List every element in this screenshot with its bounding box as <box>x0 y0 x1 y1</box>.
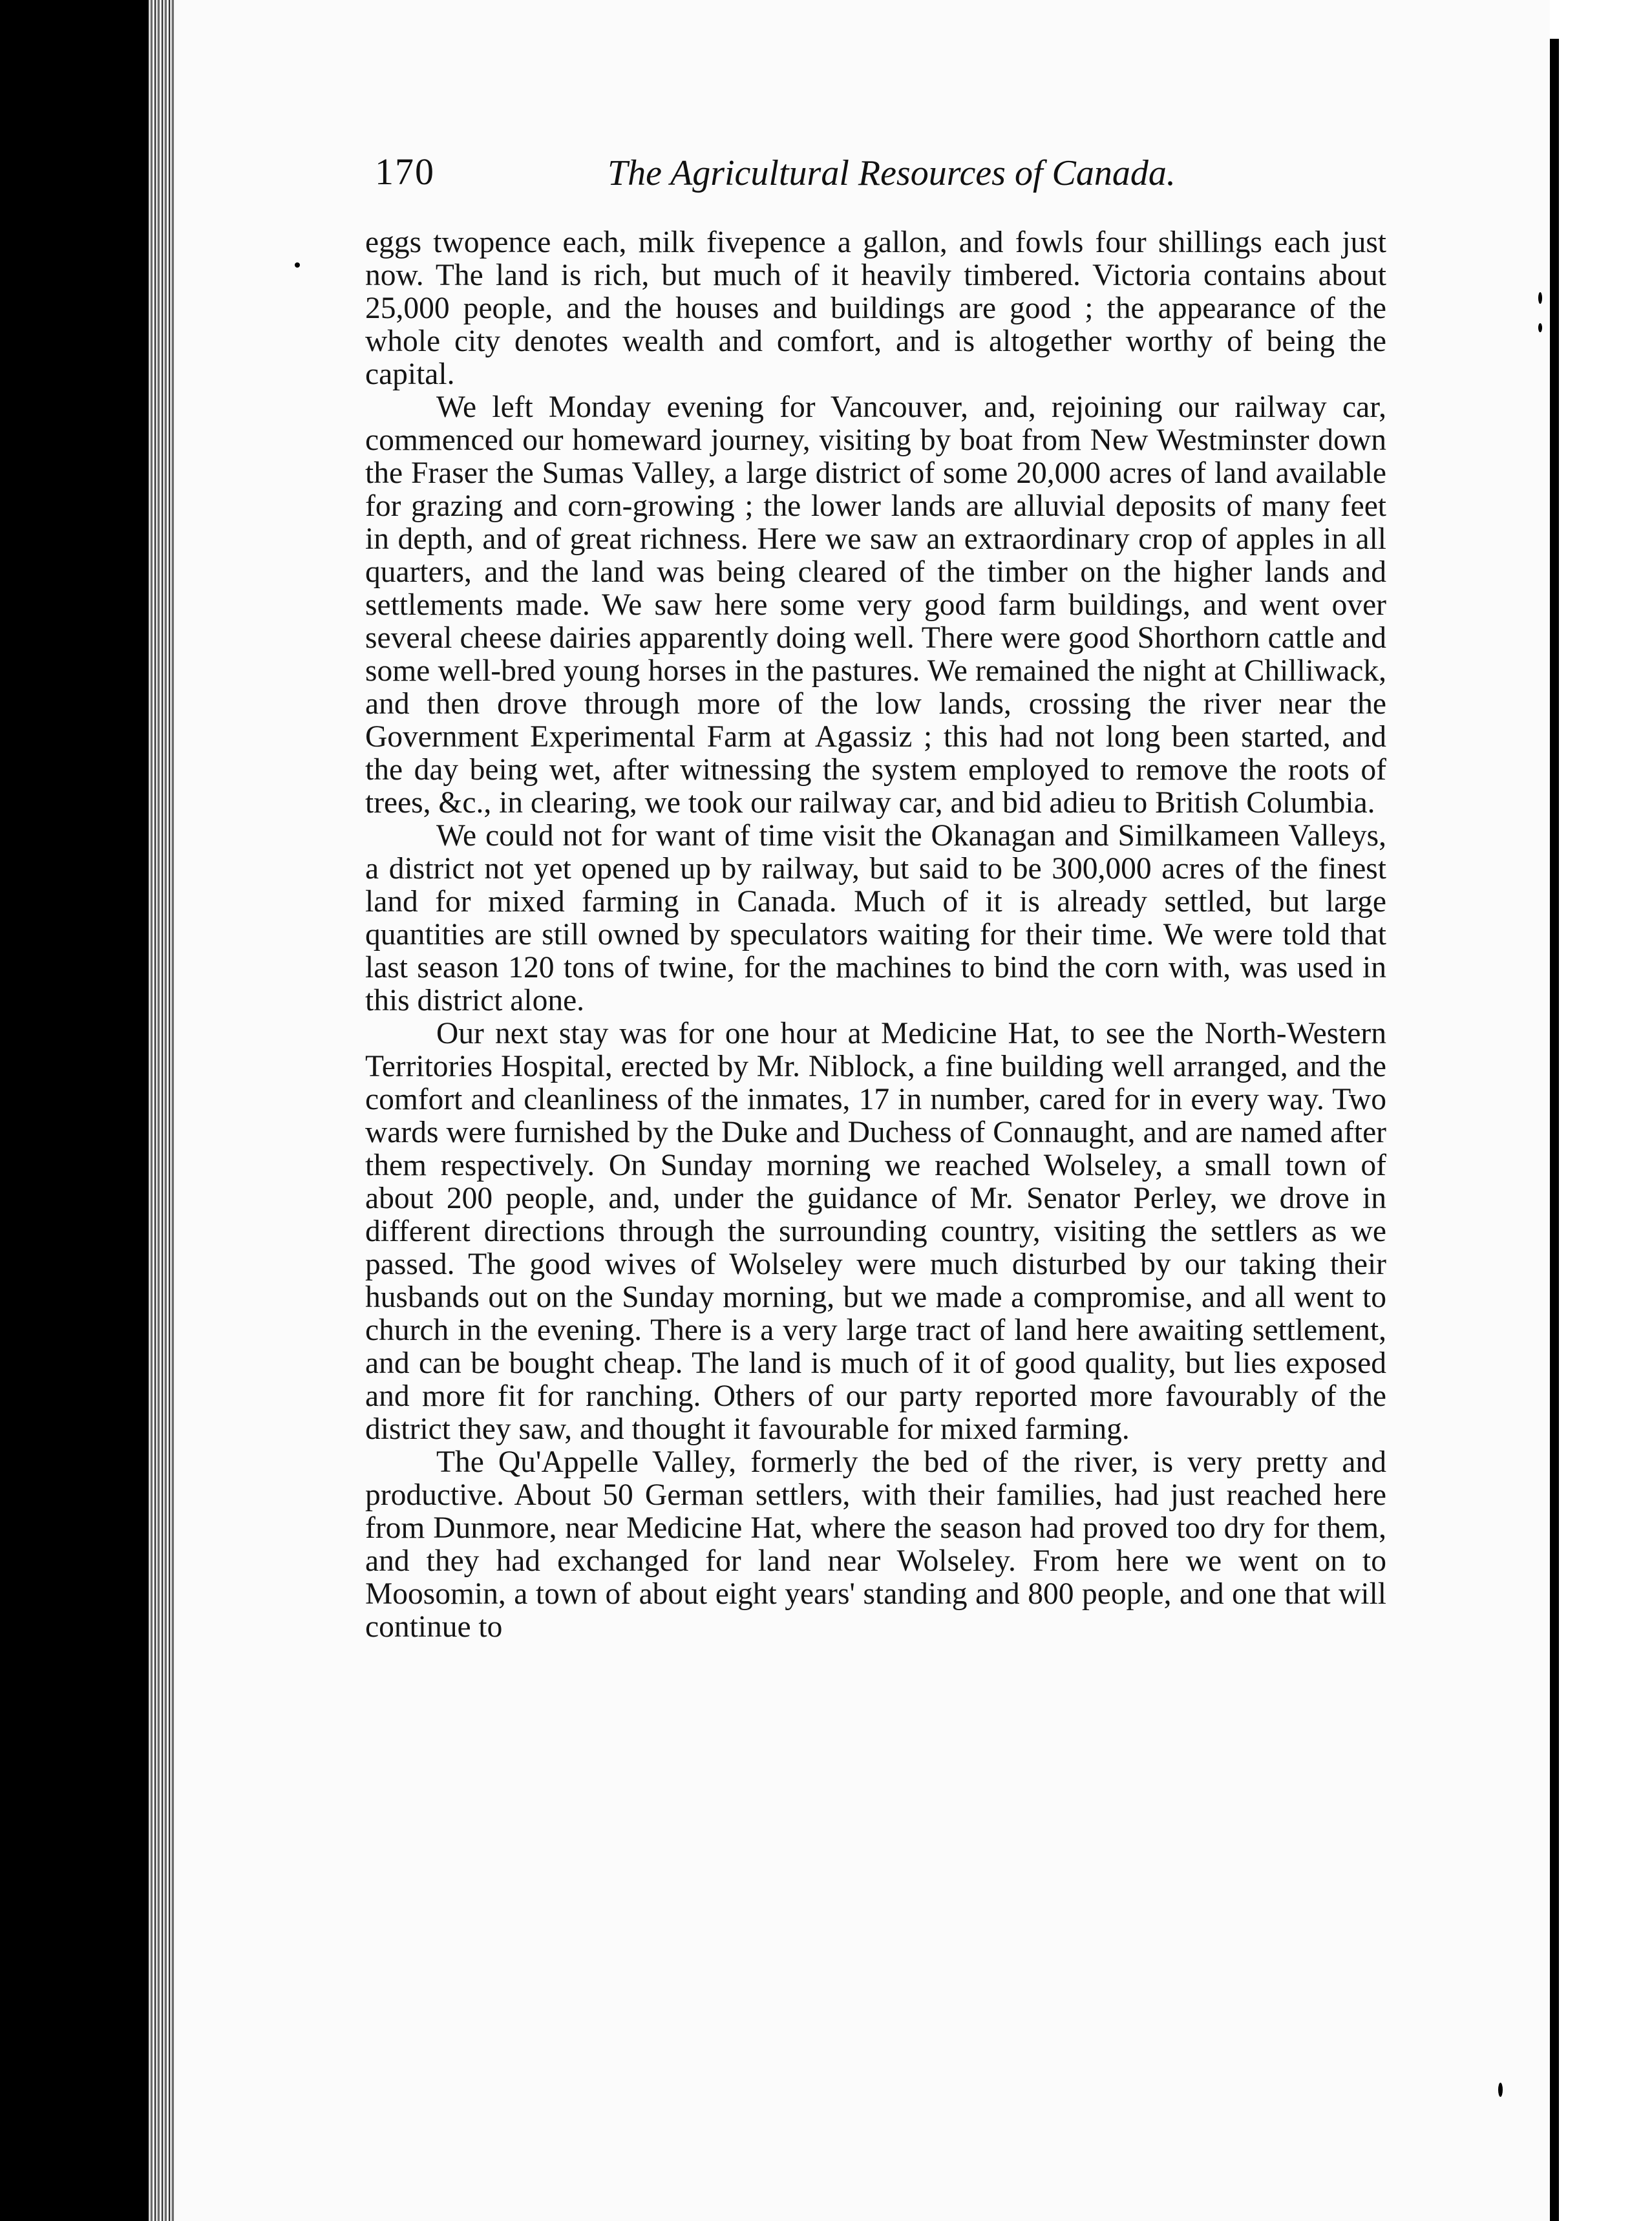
scan-left-border <box>0 0 149 2221</box>
running-title: The Agricultural Resources of Canada. <box>608 153 1176 193</box>
paragraph-2: We left Monday evening for Vancouver, and, rejoining our railway car, commenced our homeward journey, visiting by boat from New Westminster down the Fraser the Sumas Valley, a large district of some 20,000 acres of land available for grazing and corn-growing ; the lower lands are alluvial deposits of many feet in depth, and of great richness. Here we saw an extraordinary crop of apples in all quarters, and the land was being cleared of the timber on the higher lands and settlements made. We saw here some very good farm buildings, and went over several cheese dairies apparently doing well. There were good Shorthorn cattle and some well-bred young horses in the pastures. We remained the night at Chilliwack, and then drove through more of the low lands, crossing the river near the Government Experimental Farm at Agassiz ; this had not long been started, and the day being wet, after witnessing the system employed to remove the roots of trees, &c., in clearing, we took our railway car, and bid adieu to British Columbia. <box>365 390 1386 820</box>
book-page-edges <box>149 0 175 2221</box>
scan-speck <box>1498 2083 1503 2097</box>
scan-right-margin <box>1550 0 1652 2221</box>
page-number: 170 <box>375 151 435 193</box>
facing-page-edge <box>1550 39 1559 2221</box>
paragraph-5: The Qu'Appelle Valley, formerly the bed of the river, is very pretty and productive. About 50 German settlers, with their families, had just reached here from Dunmore, near Medicine Hat, where the season had proved too dry for them, and they had exchanged for land near Wolseley. From here we went on to Moosomin, a town of about eight years' standing and 800 people, and one that will continue to <box>365 1445 1386 1644</box>
body-text <box>365 226 1386 1644</box>
paragraph-4: Our next stay was for one hour at Medicine Hat, to see the North-Western Territories Hospital, erected by Mr. Niblock, a fine building well arranged, and the comfort and cleanliness of the inmates, 17 in number, cared for in every way. Two wards were furnished by the Duke and Duchess of Connaught, and are named after them respectively. On Sunday morning we reached Wolseley, a small town of about 200 people, and, under the guidance of Mr. Senator Perley, we drove in different directions through the surrounding country, visiting the settlers as we passed. The good wives of Wolseley were much disturbed by our taking their husbands out on the Sunday morning, but we made a compromise, and all went to church in the evening. There is a very large tract of land here awaiting settlement, and can be bought cheap. The land is much of it of good quality, but lies exposed and more fit for ranching. Others of our party reported more favourably of the district they saw, and thought it favourable for mixed farming. <box>365 1017 1386 1446</box>
scan-speck <box>295 262 300 268</box>
scan-speck <box>1538 292 1542 304</box>
scan-speck <box>1538 323 1542 332</box>
paragraph-3: We could not for want of time visit the Okanagan and Similkameen Valleys, a district not yet opened up by railway, but said to be 300,000 acres of the finest land for mixed farming in Canada. Much of it is already settled, but large quantities are still owned by speculators waiting for their time. We were told that last season 120 tons of twine, for the machines to bind the corn with, was used in this district alone. <box>365 819 1386 1017</box>
running-head <box>375 150 1396 208</box>
paragraph-1: eggs twopence each, milk fivepence a gallon, and fowls four shillings each just now. The land is rich, but much of it heavily timbered. Victoria contains about 25,000 people, and the houses and buildings are good ; the appearance of the whole city denotes wealth and comfort, and is altogether worthy of being the capital. <box>365 226 1386 391</box>
